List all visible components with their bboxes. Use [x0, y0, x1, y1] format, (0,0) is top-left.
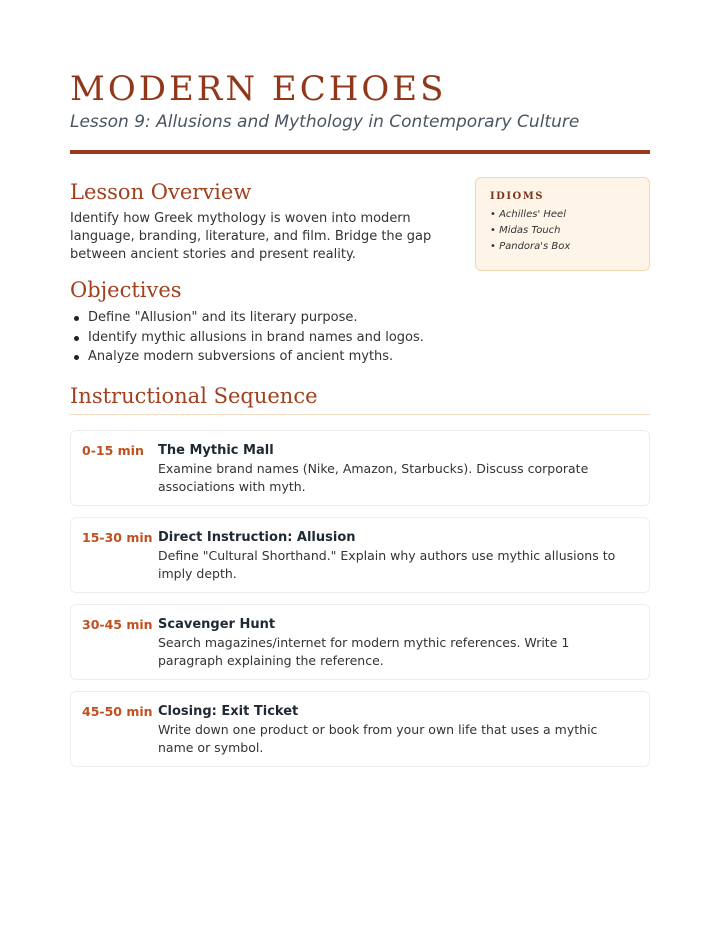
idiom-item: • Pandora's Box [490, 241, 571, 252]
step-description: Write down one product or book from your own life that uses a mythic name or symbol. [158, 722, 598, 755]
objective-item: Identify mythic allusions in brand names and logos. [70, 328, 650, 348]
idiom-item: • Midas Touch [490, 225, 561, 236]
overview-heading: Lesson Overview [70, 180, 252, 204]
step-time: 30-45 min [82, 617, 153, 632]
step-body [158, 616, 631, 670]
page-title: MODERN ECHOES [70, 69, 447, 109]
overview-text: Identify how Greek mythology is woven into modern language, branding, literature, and film. Bridge the gap between ancient stories and present reality. [70, 211, 432, 262]
step-body [158, 442, 631, 496]
objectives-heading: Objectives [70, 278, 182, 302]
step-time: 45-50 min [82, 704, 153, 719]
step-title: Direct Instruction: Allusion [158, 530, 356, 545]
step-description: Define "Cultural Shorthand." Explain why authors use mythic allusions to imply depth. [158, 548, 616, 581]
step-time: 15-30 min [82, 530, 153, 545]
sequence-heading: Instructional Sequence [70, 382, 650, 415]
step-description: Search magazines/internet for modern mythic references. Write 1 paragraph explaining the reference. [158, 635, 570, 668]
step-body [158, 703, 631, 757]
step-title: Closing: Exit Ticket [158, 704, 299, 719]
idiom-item: • Achilles' Heel [490, 209, 566, 220]
objective-item: Define "Allusion" and its literary purpose. [70, 308, 650, 328]
sequence-step-card [70, 691, 650, 767]
idioms-list [490, 207, 635, 255]
step-time: 0-15 min [82, 443, 144, 458]
idioms-title: IDIOMS [490, 191, 545, 202]
lesson-overview-section [70, 178, 450, 264]
lesson-page [70, 68, 650, 778]
page-subtitle: Lesson 9: Allusions and Mythology in Contemporary Culture [70, 112, 580, 132]
step-body [158, 529, 631, 583]
sequence-step-card [70, 430, 650, 506]
sequence-list [70, 430, 650, 767]
header-divider [70, 150, 650, 154]
step-description: Examine brand names (Nike, Amazon, Starbucks). Discuss corporate associations with myth. [158, 461, 589, 494]
idioms-box [475, 177, 650, 271]
instructional-sequence-section [70, 382, 650, 767]
sequence-step-card [70, 604, 650, 680]
step-title: Scavenger Hunt [158, 617, 276, 632]
step-title: The Mythic Mall [158, 443, 274, 458]
sequence-step-card [70, 517, 650, 593]
objectives-list [70, 308, 650, 367]
objective-item: Analyze modern subversions of ancient myths. [70, 347, 650, 367]
top-row [70, 178, 650, 368]
objectives-section [70, 276, 650, 367]
